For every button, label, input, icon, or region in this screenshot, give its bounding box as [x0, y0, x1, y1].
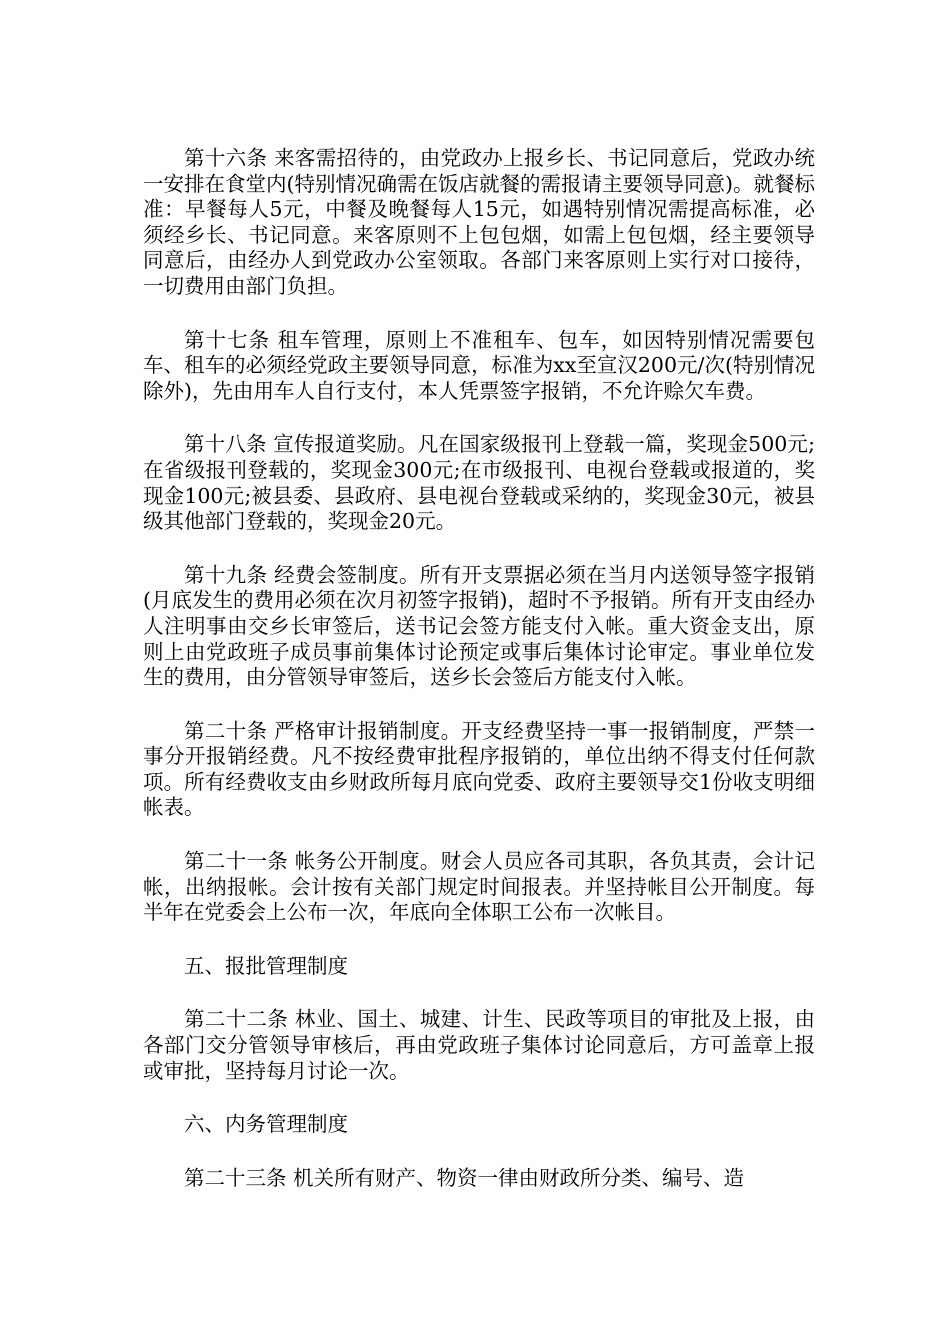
article-16-paragraph: 第十六条 来客需招待的，由党政办上报乡长、书记同意后，党政办统一安排在食堂内(特别情况确需在饭店就餐的需报请主要领导同意)。就餐标准：早餐每人5元，中餐及晚餐每人15元，如遇特别情况需提高标准，必须经乡长、书记同意。来客原则不上包包烟，如需上包包烟，经主要领导同意后，由经办人到党政办公室领取。各部门来客原则上实行对口接待，一切费用由部门负担。 — [143, 146, 815, 298]
article-22-paragraph: 第二十二条 林业、国土、城建、计生、民政等项目的审批及上报，由各部门交分管领导审核后，再由党政班子集体讨论同意后，方可盖章上报或审批，坚持每月讨论一次。 — [143, 1007, 815, 1083]
article-21-paragraph: 第二十一条 帐务公开制度。财会人员应各司其职，各负其责，会计记帐，出纳报帐。会计按有关部门规定时间报表。并坚持帐目公开制度。每半年在党委会上公布一次，年底向全体职工公布一次帐目。 — [143, 849, 815, 925]
article-23-paragraph: 第二十三条 机关所有财产、物资一律由财政所分类、编号、造 — [184, 1165, 745, 1190]
section-5-heading: 五、报批管理制度 — [184, 953, 348, 978]
article-18-paragraph: 第十八条 宣传报道奖励。凡在国家级报刊上登载一篇，奖现金500元;在省级报刊登载的，奖现金300元;在市级报刊、电视台登载或报道的，奖现金100元;被县委、县政府、县电视台登载或采纳的，奖现金30元，被县级其他部门登载的，奖现金20元。 — [143, 432, 815, 534]
section-6-heading: 六、内务管理制度 — [184, 1112, 348, 1137]
document-body — [143, 146, 815, 1219]
article-19-paragraph: 第十九条 经费会签制度。所有开支票据必须在当月内送领导签字报销(月底发生的费用必须在次月初签字报销)，超时不予报销。所有开支由经办人注明事由交乡长审签后，送书记会签方能支付入帐。重大资金支出，原则上由党政班子成员事前集体讨论预定或事后集体讨论审定。事业单位发生的费用，由分管领导审签后，送乡长会签后方能支付入帐。 — [143, 562, 815, 690]
article-20-paragraph: 第二十条 严格审计报销制度。开支经费坚持一事一报销制度，严禁一事分开报销经费。凡不按经费审批程序报销的，单位出纳不得支付任何款项。所有经费收支由乡财政所每月底向党委、政府主要领导交1份收支明细帐表。 — [143, 718, 815, 820]
article-17-paragraph: 第十七条 租车管理，原则上不准租车、包车，如因特别情况需要包车、租车的必须经党政主要领导同意，标准为xx至宣汉200元/次(特别情况除外)，先由用车人自行支付，本人凭票签字报销，不允许赊欠车费。 — [143, 327, 815, 403]
